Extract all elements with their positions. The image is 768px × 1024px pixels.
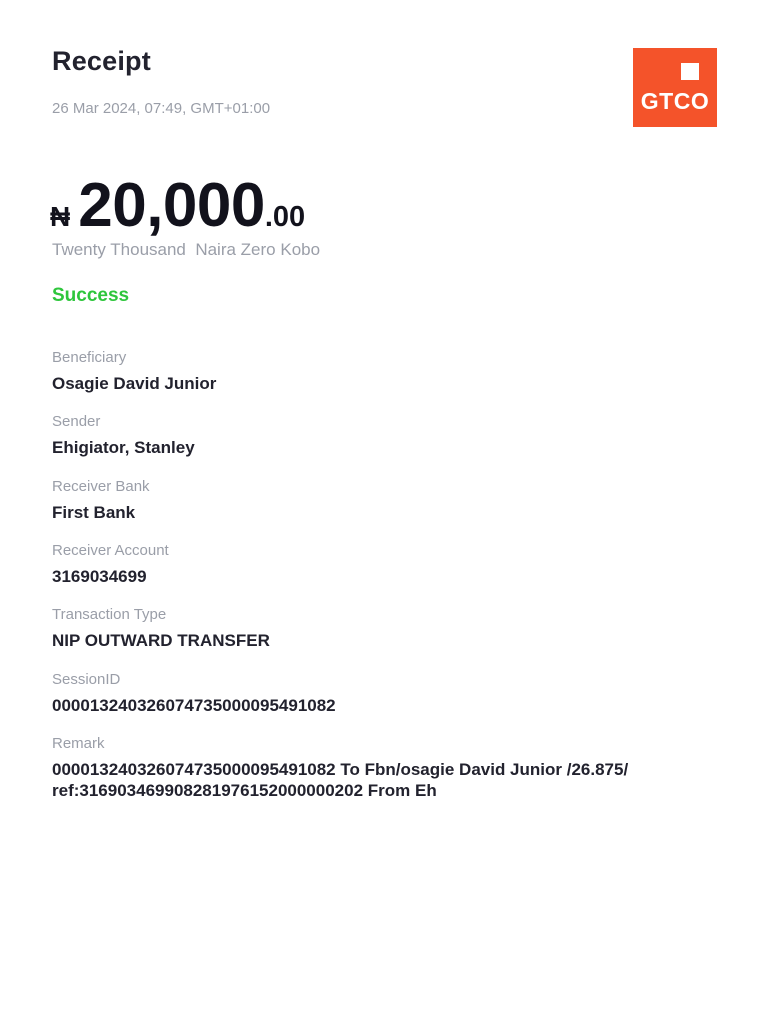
amount-decimal: .00 [264,201,306,233]
beneficiary-value: Osagie David Junior [52,374,217,393]
transaction-type-value: NIP OUTWARD TRANSFER [52,631,270,650]
amount-in-words: Twenty Thousand Naira Zero Kobo [52,240,321,259]
session-id-field [52,671,722,716]
transaction-type-field [52,606,722,651]
amount-whole: 20,000 [78,171,265,240]
receiver-bank-value: First Bank [52,503,136,522]
sender-label: Sender [52,413,101,430]
currency-symbol: ₦ [50,201,71,232]
receiver-account-field [52,542,722,587]
transaction-datetime: 26 Mar 2024, 07:49, GMT+01:00 [52,100,271,117]
page-title: Receipt [52,46,151,76]
transaction-type-label: Transaction Type [52,606,167,623]
beneficiary-field [52,349,722,394]
sender-field [52,413,722,458]
sender-value: Ehigiator, Stanley [52,438,195,457]
receiver-bank-label: Receiver Bank [52,478,150,495]
beneficiary-label: Beneficiary [52,349,127,366]
remark-field [52,735,722,801]
gtco-logo [633,48,717,127]
receiver-account-value: 3169034699 [52,567,147,586]
amount-display [50,170,305,240]
remark-value: 000013240326074735000095491082 To Fbn/osagie David Junior /26.875/ ref:316903469908281976152000000202 From Eh [52,760,629,800]
session-id-value: 000013240326074735000095491082 [52,696,336,715]
session-id-label: SessionID [52,671,121,688]
receiver-account-label: Receiver Account [52,542,169,559]
logo-text: GTCO [640,88,710,114]
logo-square-icon [681,63,699,80]
status-text: Success [52,285,130,306]
remark-label: Remark [52,735,105,752]
receiver-bank-field [52,478,722,523]
